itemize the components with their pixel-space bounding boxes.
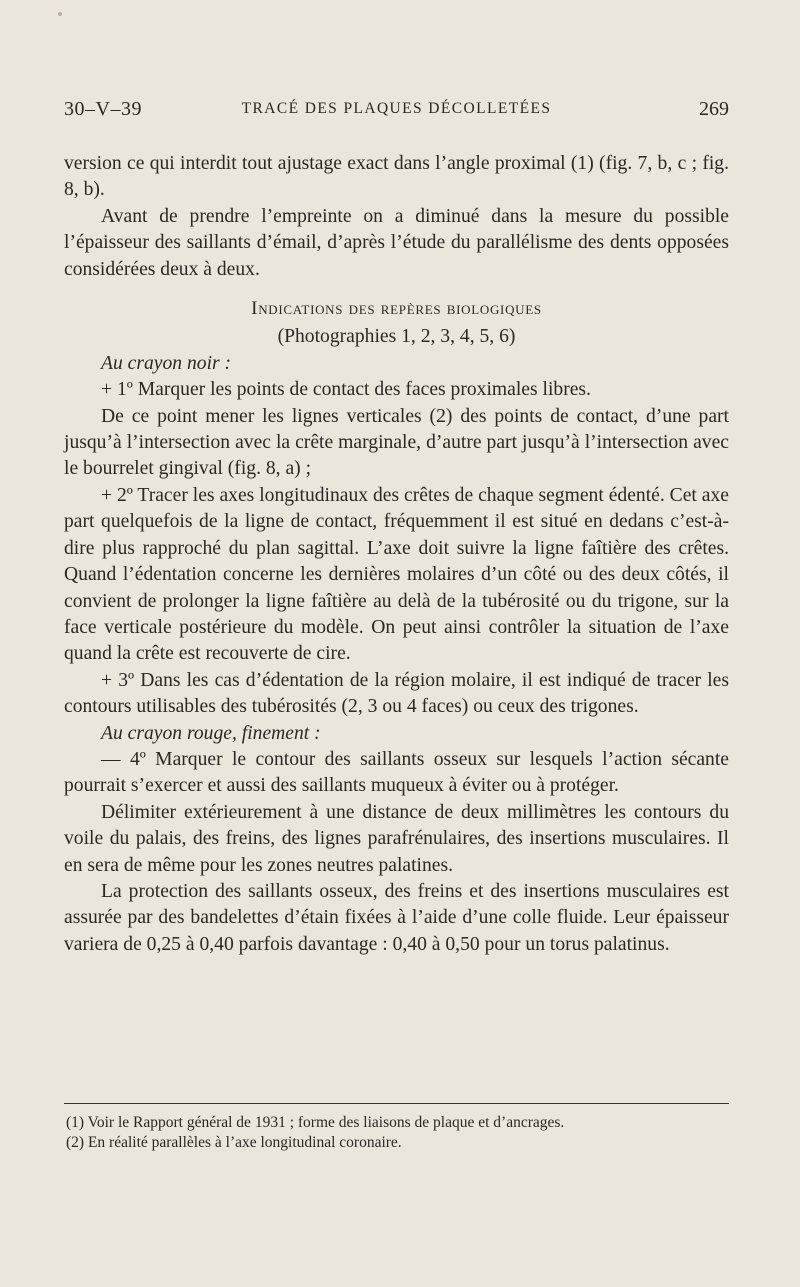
main-text [64, 151, 729, 958]
running-header [64, 98, 729, 124]
paragraph-step-4: — 4º Marquer le contour des saillants osseux sur lesquels l’action sécante pourrait s’exercer et aussi des saillants muqueux à éviter ou à protéger. [64, 748, 729, 797]
footnote-divider [64, 1103, 729, 1104]
footnote-1: (1) Voir le Rapport général de 1931 ; forme des liaisons de plaque et d’ancrages. [66, 1114, 565, 1131]
paragraph-protection: La protection des saillants osseux, des freins et des insertions musculaires est assurée par des bandelettes d’étain fixées à l’aide d’une colle fluide. Leur épaisseur variera de 0,25 à 0,40 parfois davantage : 0,40 à 0,50 pour un torus palatinus. [64, 880, 729, 955]
paragraph-delimiter: Délimiter extérieurement à une distance de deux millimètres les contours du voile du palais, des freins, des lignes parafrénulaires, des insertions musculaires. Il en sera de même pour les zones neutres palatines. [64, 801, 729, 876]
label-crayon-rouge: Au crayon rouge, finement : [101, 722, 321, 744]
paragraph-step-3: + 3º Dans les cas d’édentation de la région molaire, il est indiqué de tracer les contours utilisables des tubérosités (2, 3 ou 4 faces) ou ceux des trigones. [64, 669, 729, 718]
paragraph-empreinte: Avant de prendre l’empreinte on a diminué dans la mesure du possible l’épaisseur des saillants d’émail, d’après l’étude du parallélisme des dents opposées considérées deux à deux. [64, 205, 729, 280]
paragraph-step-1: + 1º Marquer les points de contact des faces proximales libres. [101, 379, 591, 401]
page-number: 269 [699, 98, 729, 120]
section-heading: Indications des repères biologiques [251, 298, 542, 320]
header-title: TRACÉ DES PLAQUES DÉCOLLETÉES [241, 100, 552, 117]
header-date: 30–V–39 [64, 98, 142, 120]
paper-speck [58, 12, 62, 16]
section-subheading: (Photographies 1, 2, 3, 4, 5, 6) [277, 326, 516, 348]
paragraph-step-2: + 2º Tracer les axes longitudinaux des crêtes de chaque segment édenté. Cet axe part quelquefois de la ligne de contact, fréquemment il est situé en dedans c’est-à-dire plus rapproché du plan sagittal. L’axe doit suivre la ligne faîtière des crêtes. Quand l’édentation concerne les dernières molaires d’un côté ou des deux côtés, il convient de prolonger la ligne faîtière au delà de la tubérosité ou du trigone, sur la face verticale postérieure du modèle. On peut ainsi contrôler la situation de l’axe quand la crête est recouverte de cire. [64, 484, 729, 665]
paragraph-continuation: version ce qui interdit tout ajustage exact dans l’angle proximal (1) (fig. 7, b, c ; fig. 8, b). [64, 153, 729, 201]
label-crayon-noir: Au crayon noir : [101, 352, 232, 374]
footnotes [64, 1113, 729, 1153]
footnote-2: (2) En réalité parallèles à l’axe longitudinal coronaire. [66, 1134, 402, 1151]
paragraph-lignes-verticales: De ce point mener les lignes verticales (2) des points de contact, d’une part jusqu’à l’intersection avec la crête marginale, d’autre part jusqu’à l’intersection avec le bourrelet gingival (fig. 8, a) ; [64, 405, 729, 480]
